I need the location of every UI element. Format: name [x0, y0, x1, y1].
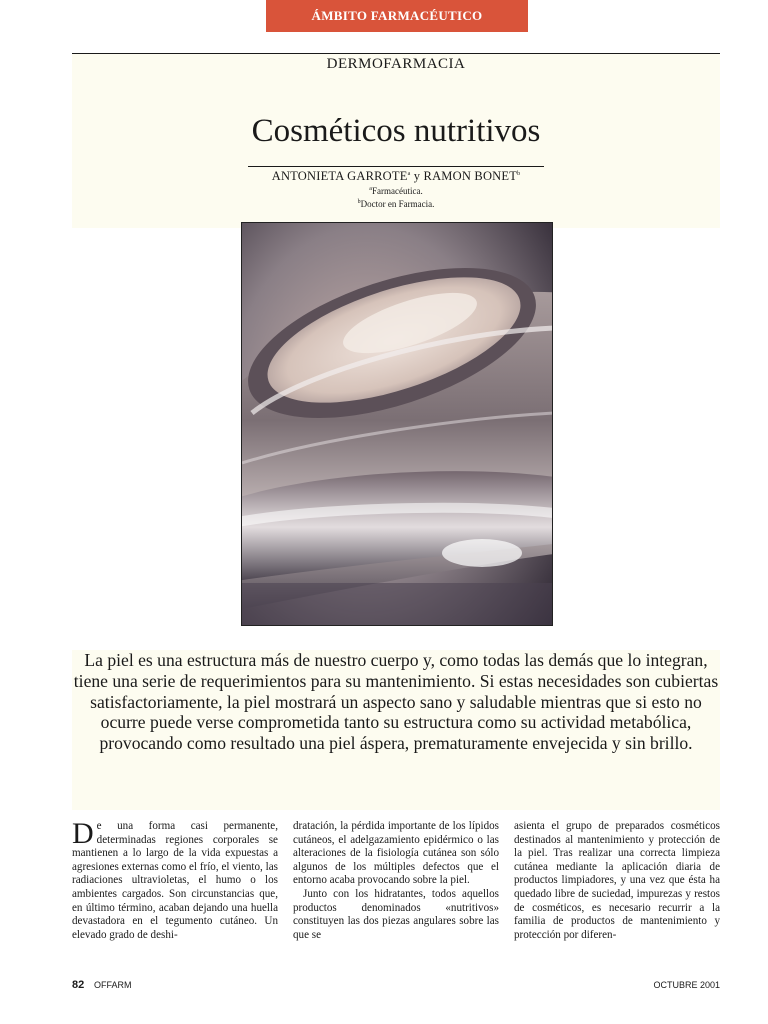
- body-paragraph: dratación, la pérdida importante de los lípidos cutáneos, el adelgazamiento epidérmico o las alteraciones de la fisiología cutánea son sólo algunos de los múltiples defectos que el entorno acaba provocando sobre la piel.: [293, 820, 499, 887]
- abstract-text: La piel es una estructura más de nuestro cuerpo y, como todas las demás que lo integran, tiene una serie de requerimientos para su mantenimiento. Si estas necesidades son cubiertas satisfactoriamente, la piel mostrará un aspecto sano y saludable mientras que si esto no ocurre puede verse comprometida tanto su estructura como su actividad metabólica, provocando como resultado una piel áspera, prematuramente envejecida y sin brillo.: [73, 650, 719, 754]
- author-1: ANTONIETA GARROTE: [271, 169, 408, 183]
- section-kicker: DERMOFARMACIA: [326, 56, 466, 72]
- author-1-mark: a: [407, 170, 411, 177]
- page-number: 82: [72, 979, 85, 991]
- body-paragraph: asienta el grupo de preparados cosméticos destinados al mantenimiento y protección de la piel. Tras realizar una correcta limpieza cutánea mediante la aplicación diaria de productos limpiadores, y una vez que ésta ha quedado libre de suciedad, impurezas y restos de cosméticos, es necesario recurrir a la familia de productos de mantenimiento y protección por diferen-: [514, 820, 720, 941]
- body-text-col1: e una forma casi permanente, determinadas regiones corporales se mantienen a lo largo de la vida expuestas a agresiones externas como el frío, el viento, las radiaciones ultravioletas, el humo o los ambientes cargados. Son circunstancias que, en último término, acaban dejando una huella devastadora en el tegumento cutáneo. Un elevado grado de deshi-: [72, 820, 278, 941]
- body-column-2: [293, 820, 499, 942]
- body-column-3: [514, 820, 720, 942]
- body-paragraph: Junto con los hidratantes, todos aquellos productos denominados «nutritivos» constituyen las dos piezas angulares sobre las que se: [293, 887, 499, 941]
- body-column-1: [72, 817, 278, 942]
- author-line: [72, 169, 720, 184]
- author-conjunction: y: [410, 169, 424, 183]
- affiliation-1: $^a$Farmacéutica.: [369, 186, 423, 196]
- section-tab: ÁMBITO FARMACÉUTICO: [266, 0, 528, 32]
- author-2: RAMON BONET: [423, 169, 518, 183]
- magazine-name: OFFARM: [94, 980, 132, 990]
- drop-cap: D: [72, 817, 94, 850]
- article-title: Cosméticos nutritivos: [251, 113, 541, 149]
- affiliation-2: $^b$Doctor en Farmacia.: [357, 199, 435, 209]
- issue-date: OCTUBRE 2001: [653, 980, 720, 990]
- author-2-mark: b: [517, 170, 521, 177]
- author-rule: [248, 166, 544, 167]
- cosmetic-jar-photo: [241, 222, 553, 626]
